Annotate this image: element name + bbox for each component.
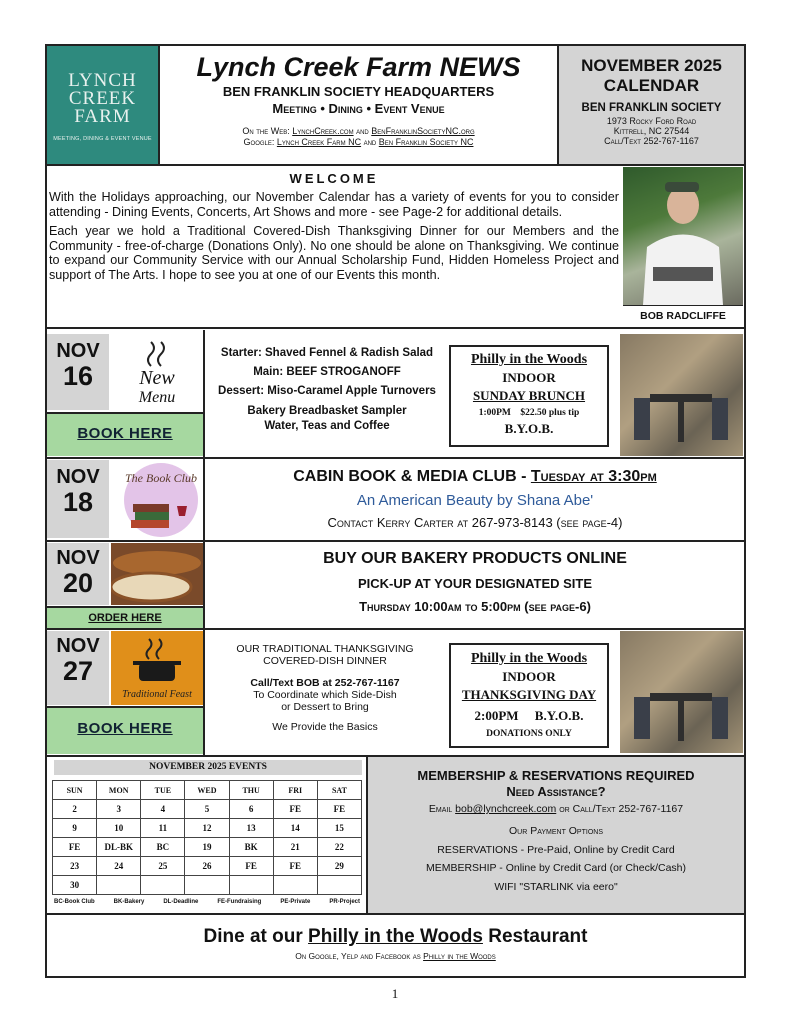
calendar-address1: 1973 Rocky Ford Road (606, 116, 697, 126)
calendar-day-cell: 4 (141, 800, 185, 819)
payment-reservations: RESERVATIONS - Pre-Paid, Online by Credit Card (437, 844, 675, 856)
event4-venue-l3: 2:00PM B.Y.O.B. (474, 708, 584, 723)
legend-item: BC-Book Club (54, 899, 95, 905)
event3-order-label[interactable]: ORDER HERE (88, 612, 162, 624)
welcome-section (49, 166, 619, 326)
welcome-heading: WELCOME (289, 171, 379, 186)
legend-item: PR-Project (329, 899, 360, 905)
calendar-day-cell: 12 (185, 819, 229, 838)
mini-calendar-head (53, 781, 362, 800)
welcome-para1: With the Holidays approaching, our November Calendar has a variety of events for you to consider attending - Dining Events, Concerts, Art Shows and more - see Page-2 for additional details. (49, 190, 619, 219)
event1-photo (620, 334, 743, 456)
svg-text:The Book Club: The Book Club (125, 471, 197, 485)
event4-l3: Call/Text BOB at 252-767-1167 (250, 677, 400, 689)
calendar-day-cell: 6 (229, 800, 273, 819)
calendar-day-cell: 2 (53, 800, 97, 819)
event3-details (207, 550, 743, 625)
event4-day: 27 (62, 656, 94, 686)
footer-dine (47, 926, 744, 948)
calendar-week-row (53, 819, 362, 838)
event2-book: An American Beauty by Shana Abe' (356, 492, 594, 509)
cooking-pot-icon (111, 631, 203, 705)
event3-l2: PICK-UP AT YOUR DESIGNATED SITE (357, 576, 593, 591)
event1-starter: Starter: Shaved Fennel & Radish Salad (220, 347, 434, 359)
event4-book-button[interactable] (47, 706, 203, 754)
web-line (160, 126, 557, 136)
newsletter-title: Lynch Creek Farm NEWS (196, 52, 521, 82)
event3-bottom-rule (46, 628, 745, 630)
event4-photo (620, 631, 743, 753)
event2-title: CABIN BOOK & MEDIA CLUB - (293, 468, 531, 485)
calendar-day-cell: 13 (229, 819, 273, 838)
newsletter-header (160, 46, 557, 164)
event4-venue-box (449, 643, 609, 748)
calendar-day-cell: 3 (97, 800, 141, 819)
calendar-day-cell: FE (317, 800, 361, 819)
event2-bottom-rule (46, 540, 745, 542)
day-fri: FRI (273, 781, 317, 800)
legend-item: DL-Deadline (163, 899, 199, 905)
google-line (160, 137, 557, 147)
email-suffix: or Call/Text 252-767-1167 (559, 803, 684, 815)
calendar-day-cell: 26 (185, 857, 229, 876)
event1-dessert: Dessert: Miso-Caramel Apple Turnovers (218, 385, 436, 397)
event2-time: Tuesday at 3:30pm (530, 468, 657, 485)
event1-venue-l1: INDOOR (502, 370, 556, 385)
calendar-day-cell: FE (53, 838, 97, 857)
footer (47, 918, 744, 976)
calendar-month: NOVEMBER 2025 (581, 56, 722, 75)
calendar-phone: Call/Text 252-767-1167 (604, 136, 699, 146)
logo-tagline: MEETING, DINING & EVENT VENUE (53, 136, 152, 142)
event3-day: 20 (62, 568, 94, 598)
footer-sub (47, 951, 744, 961)
event4-venue-l1: INDOOR (502, 669, 556, 684)
calendar-day-cell: 19 (185, 838, 229, 857)
day-wed: WED (185, 781, 229, 800)
calendar-word: CALENDAR (603, 76, 700, 95)
calendar-day-cell: FE (273, 800, 317, 819)
calendar-day-cell: FE (229, 857, 273, 876)
book-club-icon (111, 460, 203, 538)
event3-month: NOV (56, 547, 100, 569)
calendar-week-row (53, 876, 362, 895)
event4-l2: COVERED-DISH DINNER (263, 655, 387, 667)
event4-l1: OUR TRADITIONAL THANKSGIVING (236, 643, 414, 655)
patio-table-icon-2 (620, 631, 743, 753)
calendar-day-cell: 22 (317, 838, 361, 857)
calendar-address2: Kittrell, NC 27544 (613, 126, 690, 136)
event4-l4: To Coordinate which Side-Dish (253, 689, 397, 701)
event1-menu (207, 344, 447, 444)
membership-bottom-rule (46, 913, 745, 915)
event4-l5: or Dessert to Bring (281, 701, 369, 713)
legend-item: PE-Private (280, 899, 311, 905)
membership-need: Need Assistance? (506, 784, 606, 799)
event1-book-label[interactable]: BOOK HERE (77, 425, 173, 442)
mini-calendar (50, 760, 364, 912)
day-sun: SUN (53, 781, 97, 800)
mini-calendar-grid (52, 780, 362, 895)
event1-day: 16 (62, 361, 94, 391)
dine-suffix: Restaurant (488, 926, 588, 947)
event4-venue-l4: DONATIONS ONLY (486, 729, 572, 739)
event2-month: NOV (56, 466, 100, 488)
calendar-day-cell: FE (273, 857, 317, 876)
calendar-header (559, 46, 744, 164)
membership-title: MEMBERSHIP & RESERVATIONS REQUIRED (417, 768, 695, 783)
calendar-day-cell (273, 876, 317, 895)
calendar-day-cell (185, 876, 229, 895)
calendar-week-row (53, 857, 362, 876)
calendar-week-row (53, 838, 362, 857)
event4-venue-title[interactable]: Philly in the Woods (470, 651, 588, 666)
event1-venue-title[interactable]: Philly in the Woods (470, 352, 588, 367)
calendar-day-cell: 29 (317, 857, 361, 876)
new-menu-icon (111, 334, 203, 410)
logo-text (47, 72, 158, 126)
svg-text:Menu: Menu (138, 389, 176, 406)
event1-book-button[interactable] (47, 412, 203, 456)
mini-calendar-legend (50, 899, 364, 905)
event4-venue-l2: THANKSGIVING DAY (461, 687, 597, 702)
event1-venue-box (449, 345, 609, 447)
author-caption: BOB RADCLIFFE (623, 305, 743, 325)
dine-link[interactable]: Philly in the Woods (308, 926, 483, 947)
day-mon: MON (97, 781, 141, 800)
logo-line2: CREEK (68, 88, 137, 109)
event1-venue-l2: SUNDAY BRUNCH (472, 388, 586, 403)
payment-membership: MEMBERSHIP - Online by Credit Card (or Check/Cash) (425, 862, 687, 874)
web-link-benfranklin[interactable]: BenFranklinSocietyNC.org (371, 126, 475, 136)
calendar-day-cell (141, 876, 185, 895)
venue-line: Meeting • Dining • Event Venue (272, 101, 445, 116)
google-link-benfranklin[interactable]: Ben Franklin Society NC (378, 137, 474, 147)
calendar-day-cell: 23 (53, 857, 97, 876)
event1-extra1: Bakery Breadbasket Sampler (247, 405, 407, 417)
person-photo-icon (623, 167, 743, 305)
membership-panel (368, 757, 744, 913)
mini-calendar-body (53, 800, 362, 895)
calendar-day-cell: DL-BK (97, 838, 141, 857)
event3-l3: Thursday 10:00am to 5:00pm (see page-6) (359, 599, 591, 614)
footer-sub-link[interactable]: Philly in the Woods (423, 951, 496, 961)
calendar-day-cell: 14 (273, 819, 317, 838)
event1-left-divider (203, 330, 205, 458)
event4-month: NOV (56, 635, 100, 657)
event3-left-divider (203, 541, 205, 629)
event2-title-line (207, 468, 743, 486)
calendar-week-row (53, 800, 362, 819)
google-prefix: Google: (243, 137, 275, 147)
google-link-lynchcreek[interactable]: Lynch Creek Farm NC (276, 137, 362, 147)
calendar-day-cell: 25 (141, 857, 185, 876)
calendar-day-cell: 21 (273, 838, 317, 857)
event3-date (47, 543, 109, 605)
welcome-bottom-rule (46, 327, 745, 329)
event1-month: NOV (56, 340, 100, 362)
event1-main: Main: BEEF STROGANOFF (253, 366, 401, 378)
event2-contact: Contact Kerry Carter at 267-973-8143 (see page-4) (327, 515, 623, 530)
mini-calendar-title: NOVEMBER 2025 EVENTS (54, 760, 362, 775)
calendar-day-cell: 10 (97, 819, 141, 838)
welcome-para2: Each year we hold a Traditional Covered-Dish Thanksgiving Dinner for our Members and the Community - free-of-charge (Donations Only). No one should be alone on Thanksgiving. We continue to expand our Community Service with our Annual Scholarship Fund, Hidden Homeless Project and support of The Arts. I hope to see you at one of our Events this month. (49, 224, 619, 282)
membership-email-line (368, 803, 744, 815)
event3-l1: BUY OUR BAKERY PRODUCTS ONLINE (323, 550, 627, 567)
event3-order-button[interactable] (47, 606, 203, 628)
newsletter-subtitle: BEN FRANKLIN SOCIETY HEADQUARTERS (222, 84, 495, 99)
web-link-lynchcreek[interactable]: LynchCreek.com (292, 126, 354, 136)
svg-text:New: New (139, 367, 175, 389)
event2-day: 18 (62, 487, 94, 517)
calendar-day-cell: 11 (141, 819, 185, 838)
event1-extra2: Water, Teas and Coffee (264, 420, 390, 432)
event4-details (207, 643, 443, 743)
event4-left-divider (203, 629, 205, 755)
calendar-day-cell (97, 876, 141, 895)
legend-item: BK-Bakery (113, 899, 145, 905)
event1-menu-icon (111, 334, 203, 410)
event1-venue-l4: B.Y.O.B. (504, 421, 554, 436)
footer-sub-prefix: On Google, Yelp and Facebook as (295, 951, 421, 961)
event3-bread-photo (111, 543, 203, 605)
calendar-day-cell: 15 (317, 819, 361, 838)
event4-l6: We Provide the Basics (272, 721, 378, 733)
author-photo (623, 167, 743, 305)
event4-book-label[interactable]: BOOK HERE (77, 720, 173, 737)
calendar-org: BEN FRANKLIN SOCIETY (581, 102, 722, 114)
web-and: and (356, 126, 369, 136)
svg-text:Traditional Feast: Traditional Feast (122, 689, 192, 700)
calendar-day-cell: 5 (185, 800, 229, 819)
patio-table-icon (620, 334, 743, 456)
day-sat: SAT (317, 781, 361, 800)
day-tue: TUE (141, 781, 185, 800)
calendar-day-cell (229, 876, 273, 895)
event4-date (47, 631, 109, 705)
event4-feast-icon (111, 631, 203, 705)
event2-bookclub-icon (111, 460, 203, 538)
calendar-day-cell (317, 876, 361, 895)
google-and: and (363, 137, 377, 147)
payment-title: Our Payment Options (509, 825, 603, 837)
page-number: 1 (391, 986, 399, 1001)
legend-item: FE-Fundraising (217, 899, 262, 905)
event2-left-divider (203, 459, 205, 541)
event1-date (47, 334, 109, 410)
wifi-info: WIFI "STARLINK via eero" (494, 881, 618, 893)
email-link[interactable]: bob@lynchcreek.com (455, 803, 557, 815)
calendar-day-cell: 24 (97, 857, 141, 876)
calendar-day-cell: 30 (53, 876, 97, 895)
event2-date (47, 460, 109, 538)
event1-bottom-rule (46, 457, 745, 459)
event2-details (207, 468, 743, 536)
dine-prefix: Dine at our (203, 926, 303, 947)
email-prefix: Email (428, 803, 453, 815)
logo-line1: LYNCH (68, 70, 137, 91)
farm-logo (47, 46, 158, 164)
calendar-day-cell: 9 (53, 819, 97, 838)
bread-icon (111, 543, 203, 605)
calendar-day-cell: BK (229, 838, 273, 857)
day-thu: THU (229, 781, 273, 800)
web-prefix: On the Web: (242, 126, 290, 136)
logo-line3: FARM (74, 106, 131, 127)
event1-venue-l3: 1:00PM $22.50 plus tip (478, 408, 580, 418)
calendar-day-cell: BC (141, 838, 185, 857)
